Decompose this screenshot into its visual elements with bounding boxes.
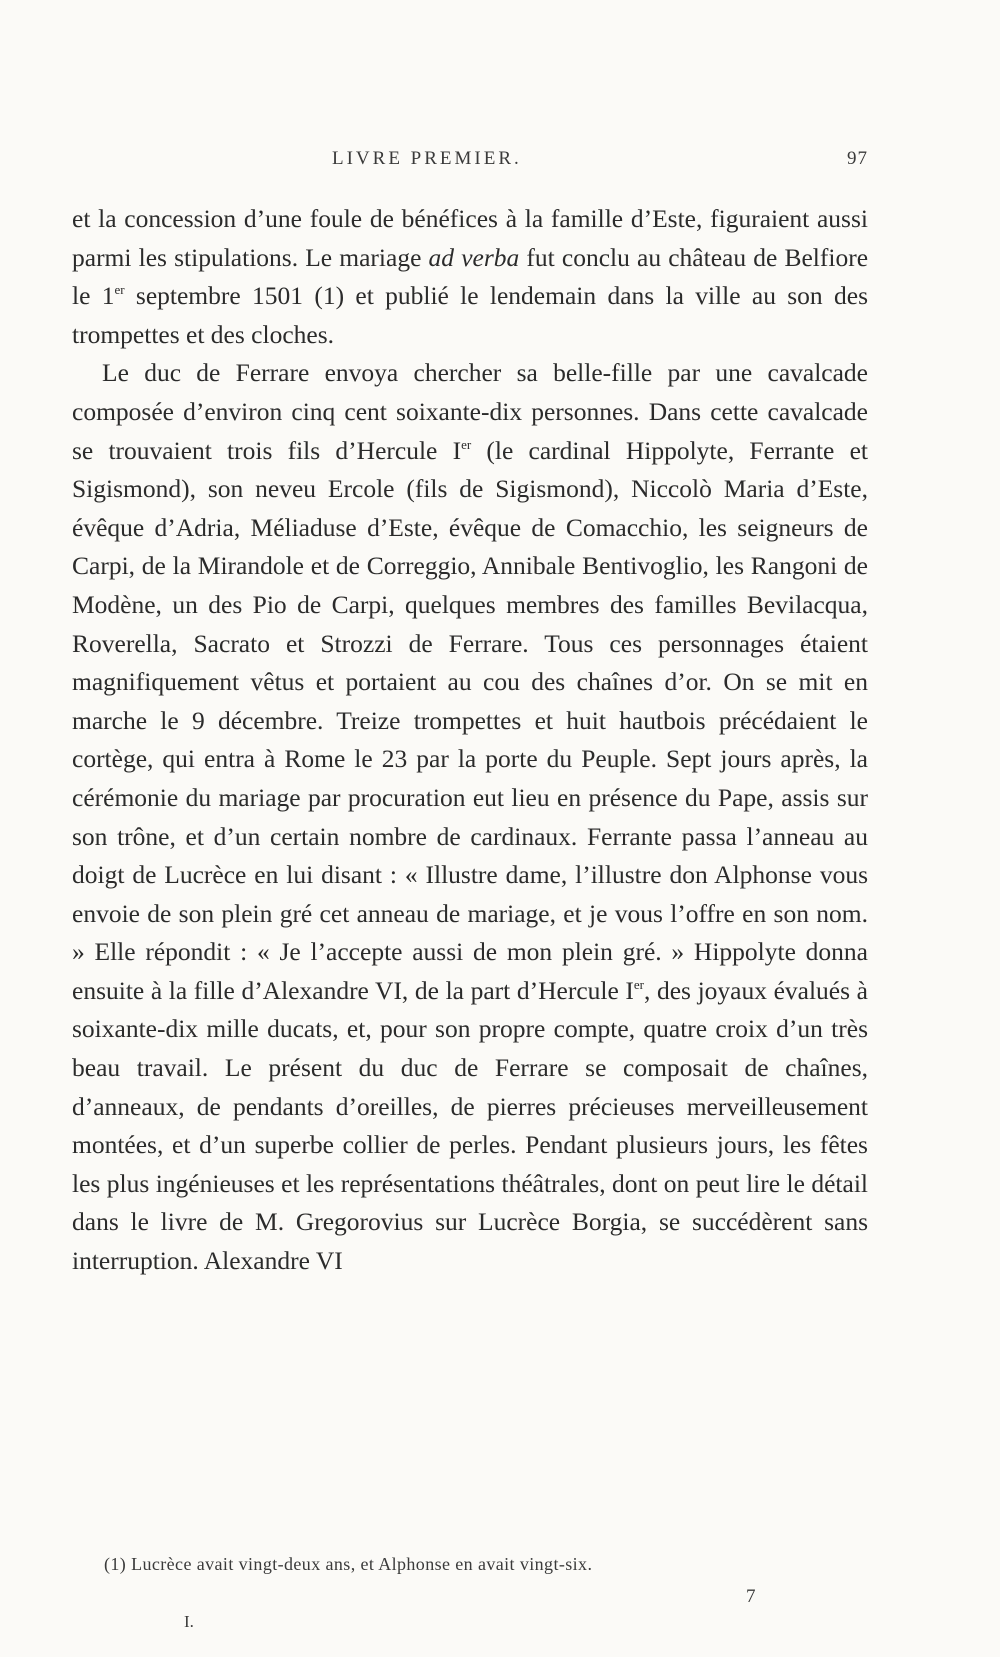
paragraph-2 bbox=[72, 354, 868, 1280]
footnote: (1) Lucrèce avait vingt-deux ans, et Alphonse en avait vingt-six. bbox=[104, 1554, 593, 1574]
italic-phrase: ad verba bbox=[428, 242, 520, 272]
body-text bbox=[72, 200, 868, 1281]
running-title: LIVRE PREMIER. bbox=[332, 148, 522, 169]
signature-mark-left: I. bbox=[184, 1612, 194, 1631]
text-run: (le cardinal Hippolyte, Ferrante et Sigismond), son neveu Ercole (fils de Sigismond), Niccolò Maria d’Este, évêque d’Adria, Méliaduse d’Este, évêque de Comacchio, les seigneurs de Carpi, de la Mirandole et de Correggio, Annibale Bentivoglio, les Rangoni de Modène, un des Pio de Carpi, quelques membres des familles Bevilacqua, Roverella, Sacrato et Strozzi de Ferrare. Tous ces personnages étaient magnifiquement vêtus et portaient au cou des chaînes d’or. On se mit en marche le 9 décembre. Treize trompettes et huit hautbois précédaient le cortège, qui entra à Rome le 23 par la porte du Peuple. Sept jours après, la cérémonie du mariage par procuration eut lieu en présence du Pape, assis sur son trône, et d’un certain nombre de cardinaux. Ferrante passa l’anneau au doigt de Lucrèce en lui disant : « Illustre dame, l’illustre don Alphonse vous envoie de son plein gré cet anneau de mariage, et je vous l’offre en son nom. » Elle répondit : « Je l’accepte aussi de mon plein gré. » Hippolyte donna ensuite à la fille d’Alexandre VI, de la part d’Hercule I bbox=[72, 435, 868, 1005]
text-run: et la concession d’une foule de bénéfices à la famille d’Este, figuraient aussi parmi les stipulations. Le mariage bbox=[72, 204, 868, 272]
signature-mark-right: 7 bbox=[746, 1586, 756, 1607]
page-number: 97 bbox=[847, 148, 868, 169]
superscript: er bbox=[633, 976, 644, 992]
text-run: Le duc de Ferrare envoya chercher sa belle-fille par une cavalcade composée d’environ cinq cent soixante-dix personnes. Dans cette cavalcade se trouvaient trois fils d’Hercule I bbox=[72, 358, 868, 465]
superscript: er bbox=[461, 436, 472, 452]
text-run: septembre 1501 (1) et publié le lendemain dans la ville au son des trompettes et des cloches. bbox=[72, 281, 868, 349]
text-run: , des joyaux évalués à soixante-dix mille ducats, et, pour son propre compte, quatre croix d’un très beau travail. Le présent du duc de Ferrare se composait de chaînes, d’anneaux, de pendants d’oreilles, de pierres précieuses merveilleusement montées, et d’un superbe collier de perles. Pendant plusieurs jours, les fêtes les plus ingénieuses et les représentations théâtrales, dont on peut lire le détail dans le livre de M. Gregorovius sur Lucrèce Borgia, se succédèrent sans interruption. Alexandre VI bbox=[72, 975, 868, 1276]
paragraph-1 bbox=[72, 200, 868, 354]
superscript: er bbox=[114, 282, 125, 298]
text-run: fut conclu au château de Belfiore le 1 bbox=[72, 242, 869, 311]
